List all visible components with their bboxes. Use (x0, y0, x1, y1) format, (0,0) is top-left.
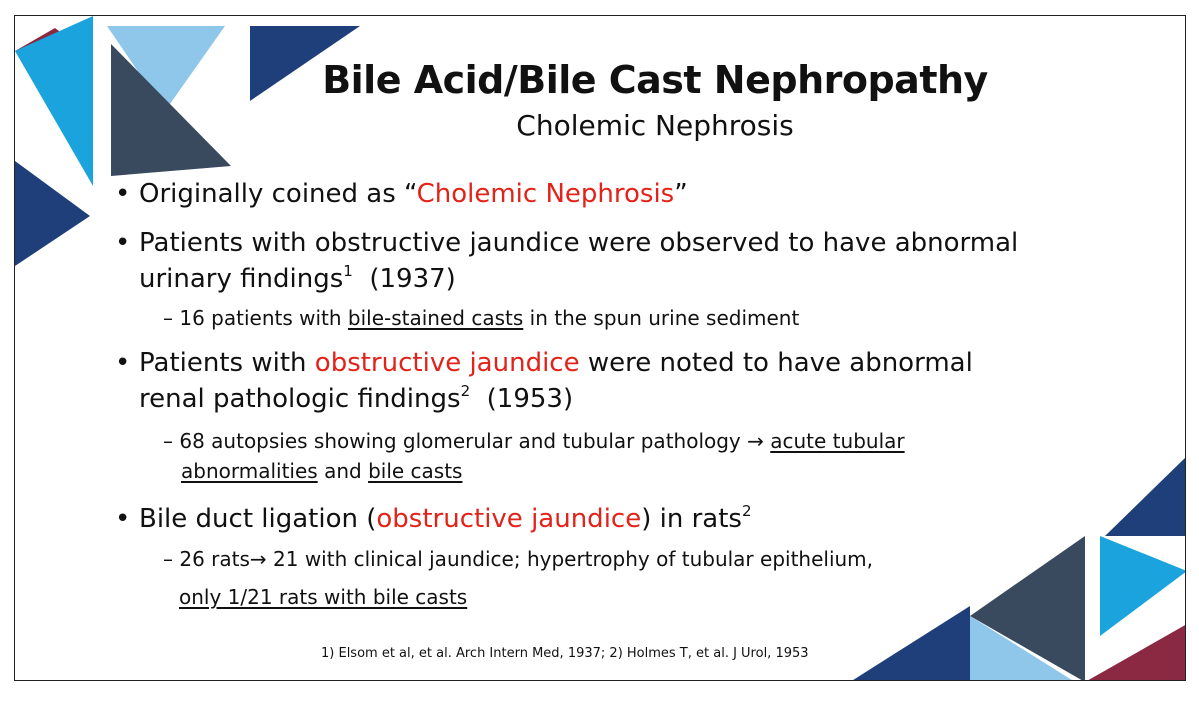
bullet-4-sub (163, 544, 873, 574)
bullet-4-highlight: obstructive jaundice (376, 504, 642, 534)
bullet-3-sub-text: 68 autopsies showing glomerular and tubular pathology → (179, 429, 771, 453)
slide (14, 15, 1186, 681)
bullet-3-sub-underlined-2: abnormalities (181, 459, 318, 483)
bullet-1-close: ” (674, 179, 688, 209)
bullet-3-text: Patients with (139, 348, 315, 378)
sky-triangle-right (1100, 536, 1186, 636)
bullet-2-year: (1937) (352, 264, 456, 294)
slide-title: Bile Acid/Bile Cast Nephropathy (322, 58, 988, 102)
bullet-dot: • (115, 504, 131, 534)
footnote-2: 2 (741, 502, 752, 520)
bullet-dot: • (115, 228, 131, 258)
bullet-3-sub-and: and (317, 459, 369, 483)
sub-dash: – (163, 306, 173, 330)
bullet-3-highlight: obstructive jaundice (314, 348, 580, 378)
bullet-2-line1: Patients with obstructive jaundice were observed to have abnormal (139, 228, 1019, 258)
bullet-3-rest: were noted to have abnormal (579, 348, 973, 378)
bullet-2-sub-text: 16 patients with (179, 306, 348, 330)
bullet-3-sub-cont (181, 456, 462, 486)
bullet-4-sub-text: 26 rats→ 21 with clinical jaundice; hypertrophy of tubular epithelium, (179, 547, 874, 571)
bullet-dot: • (115, 179, 131, 209)
bullet-3-line2: renal pathologic findings (139, 384, 461, 414)
bullet-2-sub-underlined: bile-stained casts (347, 306, 524, 330)
bullet-2-line2: urinary findings (139, 264, 344, 294)
bullet-3-year: (1953) (470, 384, 574, 414)
bullet-3-sub-underlined-1: acute tubular (770, 429, 905, 453)
sub-dash: – (163, 547, 173, 571)
bullet-3-sub (163, 426, 905, 456)
bullet-1-highlight: Cholemic Nephrosis (416, 179, 675, 209)
reference-footnote: 1) Elsom et al, et al. Arch Intern Med, 1937; 2) Holmes T, et al. J Urol, 1953 (321, 646, 809, 661)
bullet-4-sub-cont (179, 582, 467, 612)
bullet-2-sub-end: in the spun urine sediment (523, 306, 800, 330)
bullet-4-text: Bile duct ligation ( (139, 504, 377, 534)
slide-subtitle: Cholemic Nephrosis (516, 109, 794, 142)
sub-dash: – (163, 429, 173, 453)
bullet-dot: • (115, 348, 131, 378)
bullet-2-sub (163, 303, 799, 333)
footnote-2: 2 (460, 382, 471, 400)
bullet-4-rest: ) in rats (641, 504, 742, 534)
navy-triangle-right (1105, 456, 1186, 536)
bullet-1-text: Originally coined as “ (139, 179, 417, 209)
bullet-3-sub-underlined-3: bile casts (368, 459, 463, 483)
navy-triangle-bottom (850, 606, 970, 681)
navy-triangle-left (15, 161, 90, 266)
bullet-4-sub-underlined: only 1/21 rats with bile casts (179, 585, 468, 609)
footnote-1: 1 (343, 262, 353, 280)
